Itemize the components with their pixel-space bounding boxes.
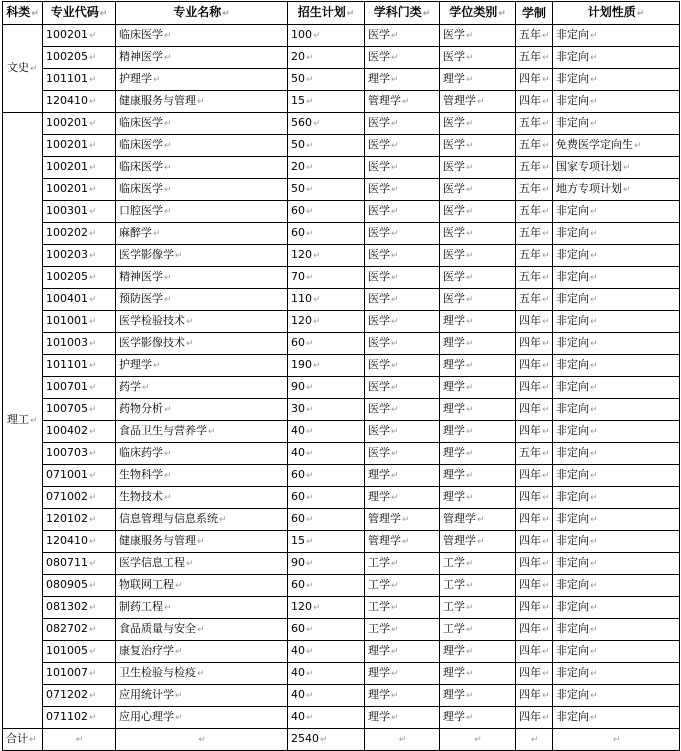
discipline-cell: 理学↵	[365, 641, 440, 663]
name-cell: 卫生检验与检疫↵	[116, 663, 288, 685]
code-cell: 120410↵	[43, 91, 116, 113]
table-row	[3, 619, 680, 641]
table-row	[3, 465, 680, 487]
discipline-cell: 医学↵	[365, 399, 440, 421]
plan-cell: 120↵	[288, 597, 365, 619]
discipline-cell: 医学↵	[365, 201, 440, 223]
nature-cell: 非定向↵	[553, 465, 680, 487]
degree-cell: 理学↵	[440, 355, 516, 377]
nature-cell: 非定向↵	[553, 553, 680, 575]
plan-cell: 40↵	[288, 685, 365, 707]
nature-cell: 非定向↵	[553, 245, 680, 267]
code-cell: 100202↵	[43, 223, 116, 245]
plan-cell: 120↵	[288, 245, 365, 267]
nature-cell: 非定向↵	[553, 641, 680, 663]
plan-cell: 60↵	[288, 619, 365, 641]
plan-cell: 50↵	[288, 135, 365, 157]
years-cell: 四年↵	[516, 707, 553, 729]
discipline-cell: 工学↵	[365, 553, 440, 575]
discipline-cell: 医学↵	[365, 25, 440, 47]
nature-cell: 非定向↵	[553, 113, 680, 135]
years-cell: 四年↵	[516, 509, 553, 531]
category-cell: 理工↵	[3, 113, 43, 729]
category-cell: 文史↵	[3, 25, 43, 113]
degree-cell: 工学↵	[440, 575, 516, 597]
plan-cell: 110↵	[288, 289, 365, 311]
table-row	[3, 685, 680, 707]
nature-cell: 非定向↵	[553, 531, 680, 553]
degree-cell: 医学↵	[440, 47, 516, 69]
discipline-cell: 理学↵	[365, 69, 440, 91]
table-row	[3, 47, 680, 69]
plan-cell: 60↵	[288, 465, 365, 487]
discipline-cell: 医学↵	[365, 223, 440, 245]
code-cell: 100201↵	[43, 157, 116, 179]
nature-cell: 非定向↵	[553, 509, 680, 531]
name-cell: 信息管理与信息系统↵	[116, 509, 288, 531]
plan-cell: 120↵	[288, 311, 365, 333]
table-row	[3, 707, 680, 729]
years-cell: 四年↵	[516, 531, 553, 553]
nature-cell: 非定向↵	[553, 69, 680, 91]
years-cell: 四年↵	[516, 685, 553, 707]
table-row	[3, 223, 680, 245]
degree-cell: 理学↵	[440, 685, 516, 707]
plan-cell: 50↵	[288, 69, 365, 91]
nature-cell: 非定向↵	[553, 91, 680, 113]
nature-cell: 非定向↵	[553, 25, 680, 47]
plan-cell: 20↵	[288, 157, 365, 179]
degree-cell: 医学↵	[440, 223, 516, 245]
discipline-cell: 医学↵	[365, 47, 440, 69]
name-cell: 医学检验技术↵	[116, 311, 288, 333]
nature-cell: 国家专项计划↵	[553, 157, 680, 179]
years-cell: 四年↵	[516, 487, 553, 509]
degree-cell: 工学↵	[440, 619, 516, 641]
code-cell: 100301↵	[43, 201, 116, 223]
discipline-cell: 理学↵	[365, 465, 440, 487]
degree-cell: 理学↵	[440, 399, 516, 421]
name-cell: 临床医学↵	[116, 157, 288, 179]
table-row	[3, 597, 680, 619]
years-cell: 四年↵	[516, 355, 553, 377]
discipline-cell: 医学↵	[365, 421, 440, 443]
degree-cell: 医学↵	[440, 157, 516, 179]
plan-cell: 15↵	[288, 91, 365, 113]
table-row	[3, 509, 680, 531]
table-row	[3, 201, 680, 223]
plan-cell: 190↵	[288, 355, 365, 377]
code-cell: 100205↵	[43, 47, 116, 69]
table-row	[3, 245, 680, 267]
degree-cell: 理学↵	[440, 641, 516, 663]
code-cell: 100201↵	[43, 135, 116, 157]
discipline-cell: 理学↵	[365, 663, 440, 685]
discipline-cell: 医学↵	[365, 179, 440, 201]
name-cell: 物联网工程↵	[116, 575, 288, 597]
table-row	[3, 575, 680, 597]
discipline-cell: 理学↵	[365, 487, 440, 509]
table-body	[3, 25, 680, 751]
header-years: 学制	[516, 2, 553, 25]
plan-cell: 40↵	[288, 707, 365, 729]
degree-cell: 医学↵	[440, 135, 516, 157]
table-row	[3, 289, 680, 311]
degree-cell: 医学↵	[440, 179, 516, 201]
nature-cell: 非定向↵	[553, 267, 680, 289]
degree-cell: 管理学↵	[440, 531, 516, 553]
years-cell: 五年↵	[516, 267, 553, 289]
nature-cell: 非定向↵	[553, 707, 680, 729]
table-row	[3, 355, 680, 377]
discipline-cell: 医学↵	[365, 289, 440, 311]
years-cell: 五年↵	[516, 25, 553, 47]
code-cell: 080905↵	[43, 575, 116, 597]
nature-cell: 非定向↵	[553, 619, 680, 641]
header-nature: 计划性质↵	[553, 2, 680, 25]
total-discipline: ↵	[365, 729, 440, 751]
name-cell: 临床药学↵	[116, 443, 288, 465]
table-row	[3, 421, 680, 443]
plan-cell: 40↵	[288, 443, 365, 465]
name-cell: 应用统计学↵	[116, 685, 288, 707]
code-cell: 071001↵	[43, 465, 116, 487]
nature-cell: 地方专项计划↵	[553, 179, 680, 201]
years-cell: 四年↵	[516, 597, 553, 619]
name-cell: 预防医学↵	[116, 289, 288, 311]
name-cell: 医学影像学↵	[116, 245, 288, 267]
years-cell: 五年↵	[516, 113, 553, 135]
name-cell: 制药工程↵	[116, 597, 288, 619]
discipline-cell: 医学↵	[365, 157, 440, 179]
code-cell: 071002↵	[43, 487, 116, 509]
table-row	[3, 641, 680, 663]
table-row	[3, 69, 680, 91]
total-name: ↵	[116, 729, 288, 751]
nature-cell: 非定向↵	[553, 223, 680, 245]
code-cell: 071102↵	[43, 707, 116, 729]
table-row	[3, 157, 680, 179]
plan-cell: 60↵	[288, 487, 365, 509]
table-row	[3, 333, 680, 355]
discipline-cell: 医学↵	[365, 377, 440, 399]
degree-cell: 医学↵	[440, 113, 516, 135]
discipline-cell: 工学↵	[365, 597, 440, 619]
code-cell: 100402↵	[43, 421, 116, 443]
degree-cell: 理学↵	[440, 663, 516, 685]
years-cell: 四年↵	[516, 663, 553, 685]
discipline-cell: 工学↵	[365, 619, 440, 641]
enrollment-plan-table	[2, 1, 680, 751]
plan-cell: 100↵	[288, 25, 365, 47]
code-cell: 080711↵	[43, 553, 116, 575]
name-cell: 精神医学↵	[116, 267, 288, 289]
code-cell: 100201↵	[43, 179, 116, 201]
header-plan: 招生计划↵	[288, 2, 365, 25]
plan-cell: 90↵	[288, 377, 365, 399]
name-cell: 临床医学↵	[116, 135, 288, 157]
name-cell: 食品质量与安全↵	[116, 619, 288, 641]
plan-cell: 60↵	[288, 333, 365, 355]
code-cell: 120410↵	[43, 531, 116, 553]
code-cell: 101101↵	[43, 355, 116, 377]
nature-cell: 免费医学定向生↵	[553, 135, 680, 157]
total-label: 合计↵	[3, 729, 43, 751]
code-cell: 101101↵	[43, 69, 116, 91]
name-cell: 健康服务与管理↵	[116, 91, 288, 113]
years-cell: 四年↵	[516, 91, 553, 113]
code-cell: 081302↵	[43, 597, 116, 619]
table-row	[3, 377, 680, 399]
code-cell: 100201↵	[43, 113, 116, 135]
name-cell: 康复治疗学↵	[116, 641, 288, 663]
header-row	[3, 2, 680, 25]
discipline-cell: 医学↵	[365, 113, 440, 135]
discipline-cell: 管理学↵	[365, 91, 440, 113]
discipline-cell: 管理学↵	[365, 509, 440, 531]
nature-cell: 非定向↵	[553, 377, 680, 399]
name-cell: 护理学↵	[116, 355, 288, 377]
degree-cell: 医学↵	[440, 245, 516, 267]
table-row	[3, 443, 680, 465]
header-degree: 学位类别↵	[440, 2, 516, 25]
header-code: 专业代码↵	[43, 2, 116, 25]
nature-cell: 非定向↵	[553, 333, 680, 355]
code-cell: 101005↵	[43, 641, 116, 663]
name-cell: 临床医学↵	[116, 25, 288, 47]
degree-cell: 理学↵	[440, 707, 516, 729]
degree-cell: 管理学↵	[440, 509, 516, 531]
degree-cell: 理学↵	[440, 333, 516, 355]
discipline-cell: 管理学↵	[365, 531, 440, 553]
name-cell: 临床医学↵	[116, 113, 288, 135]
years-cell: 四年↵	[516, 421, 553, 443]
discipline-cell: 医学↵	[365, 333, 440, 355]
table-row	[3, 663, 680, 685]
table-row	[3, 113, 680, 135]
total-years: ↵	[516, 729, 553, 751]
degree-cell: 医学↵	[440, 289, 516, 311]
years-cell: 五年↵	[516, 245, 553, 267]
name-cell: 医学影像技术↵	[116, 333, 288, 355]
code-cell: 100401↵	[43, 289, 116, 311]
nature-cell: 非定向↵	[553, 575, 680, 597]
table-row	[3, 553, 680, 575]
degree-cell: 理学↵	[440, 465, 516, 487]
header-category: 科类↵	[3, 2, 43, 25]
discipline-cell: 医学↵	[365, 245, 440, 267]
degree-cell: 医学↵	[440, 201, 516, 223]
nature-cell: 非定向↵	[553, 355, 680, 377]
plan-cell: 90↵	[288, 553, 365, 575]
years-cell: 四年↵	[516, 333, 553, 355]
code-cell: 120102↵	[43, 509, 116, 531]
code-cell: 100201↵	[43, 25, 116, 47]
table-row	[3, 487, 680, 509]
total-plan: 2540↵	[288, 729, 365, 751]
header-name: 专业名称↵	[116, 2, 288, 25]
plan-cell: 60↵	[288, 509, 365, 531]
years-cell: 四年↵	[516, 311, 553, 333]
degree-cell: 理学↵	[440, 377, 516, 399]
years-cell: 五年↵	[516, 47, 553, 69]
nature-cell: 非定向↵	[553, 201, 680, 223]
name-cell: 临床医学↵	[116, 179, 288, 201]
plan-cell: 70↵	[288, 267, 365, 289]
code-cell: 100705↵	[43, 399, 116, 421]
nature-cell: 非定向↵	[553, 47, 680, 69]
code-cell: 100701↵	[43, 377, 116, 399]
nature-cell: 非定向↵	[553, 443, 680, 465]
nature-cell: 非定向↵	[553, 685, 680, 707]
degree-cell: 医学↵	[440, 267, 516, 289]
name-cell: 应用心理学↵	[116, 707, 288, 729]
total-nature: ↵	[553, 729, 680, 751]
nature-cell: 非定向↵	[553, 311, 680, 333]
code-cell: 071202↵	[43, 685, 116, 707]
discipline-cell: 医学↵	[365, 355, 440, 377]
nature-cell: 非定向↵	[553, 597, 680, 619]
discipline-cell: 理学↵	[365, 707, 440, 729]
name-cell: 医学信息工程↵	[116, 553, 288, 575]
code-cell: 101001↵	[43, 311, 116, 333]
name-cell: 生物技术↵	[116, 487, 288, 509]
table-row	[3, 25, 680, 47]
years-cell: 四年↵	[516, 465, 553, 487]
years-cell: 五年↵	[516, 201, 553, 223]
name-cell: 食品卫生与营养学↵	[116, 421, 288, 443]
nature-cell: 非定向↵	[553, 663, 680, 685]
years-cell: 四年↵	[516, 377, 553, 399]
degree-cell: 理学↵	[440, 421, 516, 443]
degree-cell: 理学↵	[440, 487, 516, 509]
code-cell: 101007↵	[43, 663, 116, 685]
discipline-cell: 工学↵	[365, 575, 440, 597]
degree-cell: 管理学↵	[440, 91, 516, 113]
code-cell: 100703↵	[43, 443, 116, 465]
code-cell: 101003↵	[43, 333, 116, 355]
name-cell: 药物分析↵	[116, 399, 288, 421]
name-cell: 健康服务与管理↵	[116, 531, 288, 553]
discipline-cell: 理学↵	[365, 685, 440, 707]
plan-cell: 40↵	[288, 641, 365, 663]
table-row	[3, 179, 680, 201]
table-row	[3, 531, 680, 553]
years-cell: 四年↵	[516, 619, 553, 641]
plan-cell: 30↵	[288, 399, 365, 421]
plan-cell: 60↵	[288, 201, 365, 223]
plan-cell: 60↵	[288, 575, 365, 597]
name-cell: 护理学↵	[116, 69, 288, 91]
nature-cell: 非定向↵	[553, 421, 680, 443]
table-row	[3, 311, 680, 333]
plan-cell: 50↵	[288, 179, 365, 201]
table-row	[3, 267, 680, 289]
discipline-cell: 医学↵	[365, 443, 440, 465]
name-cell: 精神医学↵	[116, 47, 288, 69]
years-cell: 五年↵	[516, 135, 553, 157]
nature-cell: 非定向↵	[553, 399, 680, 421]
years-cell: 四年↵	[516, 399, 553, 421]
name-cell: 口腔医学↵	[116, 201, 288, 223]
header-discipline: 学科门类↵	[365, 2, 440, 25]
plan-cell: 20↵	[288, 47, 365, 69]
degree-cell: 理学↵	[440, 311, 516, 333]
years-cell: 四年↵	[516, 69, 553, 91]
discipline-cell: 医学↵	[365, 311, 440, 333]
degree-cell: 工学↵	[440, 553, 516, 575]
years-cell: 五年↵	[516, 179, 553, 201]
degree-cell: 医学↵	[440, 25, 516, 47]
years-cell: 五年↵	[516, 157, 553, 179]
discipline-cell: 医学↵	[365, 267, 440, 289]
years-cell: 四年↵	[516, 553, 553, 575]
plan-cell: 560↵	[288, 113, 365, 135]
name-cell: 生物科学↵	[116, 465, 288, 487]
plan-cell: 60↵	[288, 223, 365, 245]
total-code: ↵	[43, 729, 116, 751]
plan-cell: 15↵	[288, 531, 365, 553]
plan-cell: 40↵	[288, 421, 365, 443]
degree-cell: 工学↵	[440, 597, 516, 619]
nature-cell: 非定向↵	[553, 289, 680, 311]
years-cell: 五年↵	[516, 289, 553, 311]
total-degree: ↵	[440, 729, 516, 751]
years-cell: 四年↵	[516, 641, 553, 663]
years-cell: 五年↵	[516, 443, 553, 465]
table-row	[3, 399, 680, 421]
discipline-cell: 医学↵	[365, 135, 440, 157]
table-row	[3, 91, 680, 113]
nature-cell: 非定向↵	[553, 487, 680, 509]
name-cell: 药学↵	[116, 377, 288, 399]
degree-cell: 理学↵	[440, 69, 516, 91]
years-cell: 五年↵	[516, 223, 553, 245]
years-cell: 四年↵	[516, 575, 553, 597]
code-cell: 100205↵	[43, 267, 116, 289]
table-row	[3, 135, 680, 157]
code-cell: 100203↵	[43, 245, 116, 267]
code-cell: 082702↵	[43, 619, 116, 641]
name-cell: 麻醉学↵	[116, 223, 288, 245]
degree-cell: 理学↵	[440, 443, 516, 465]
plan-cell: 40↵	[288, 663, 365, 685]
